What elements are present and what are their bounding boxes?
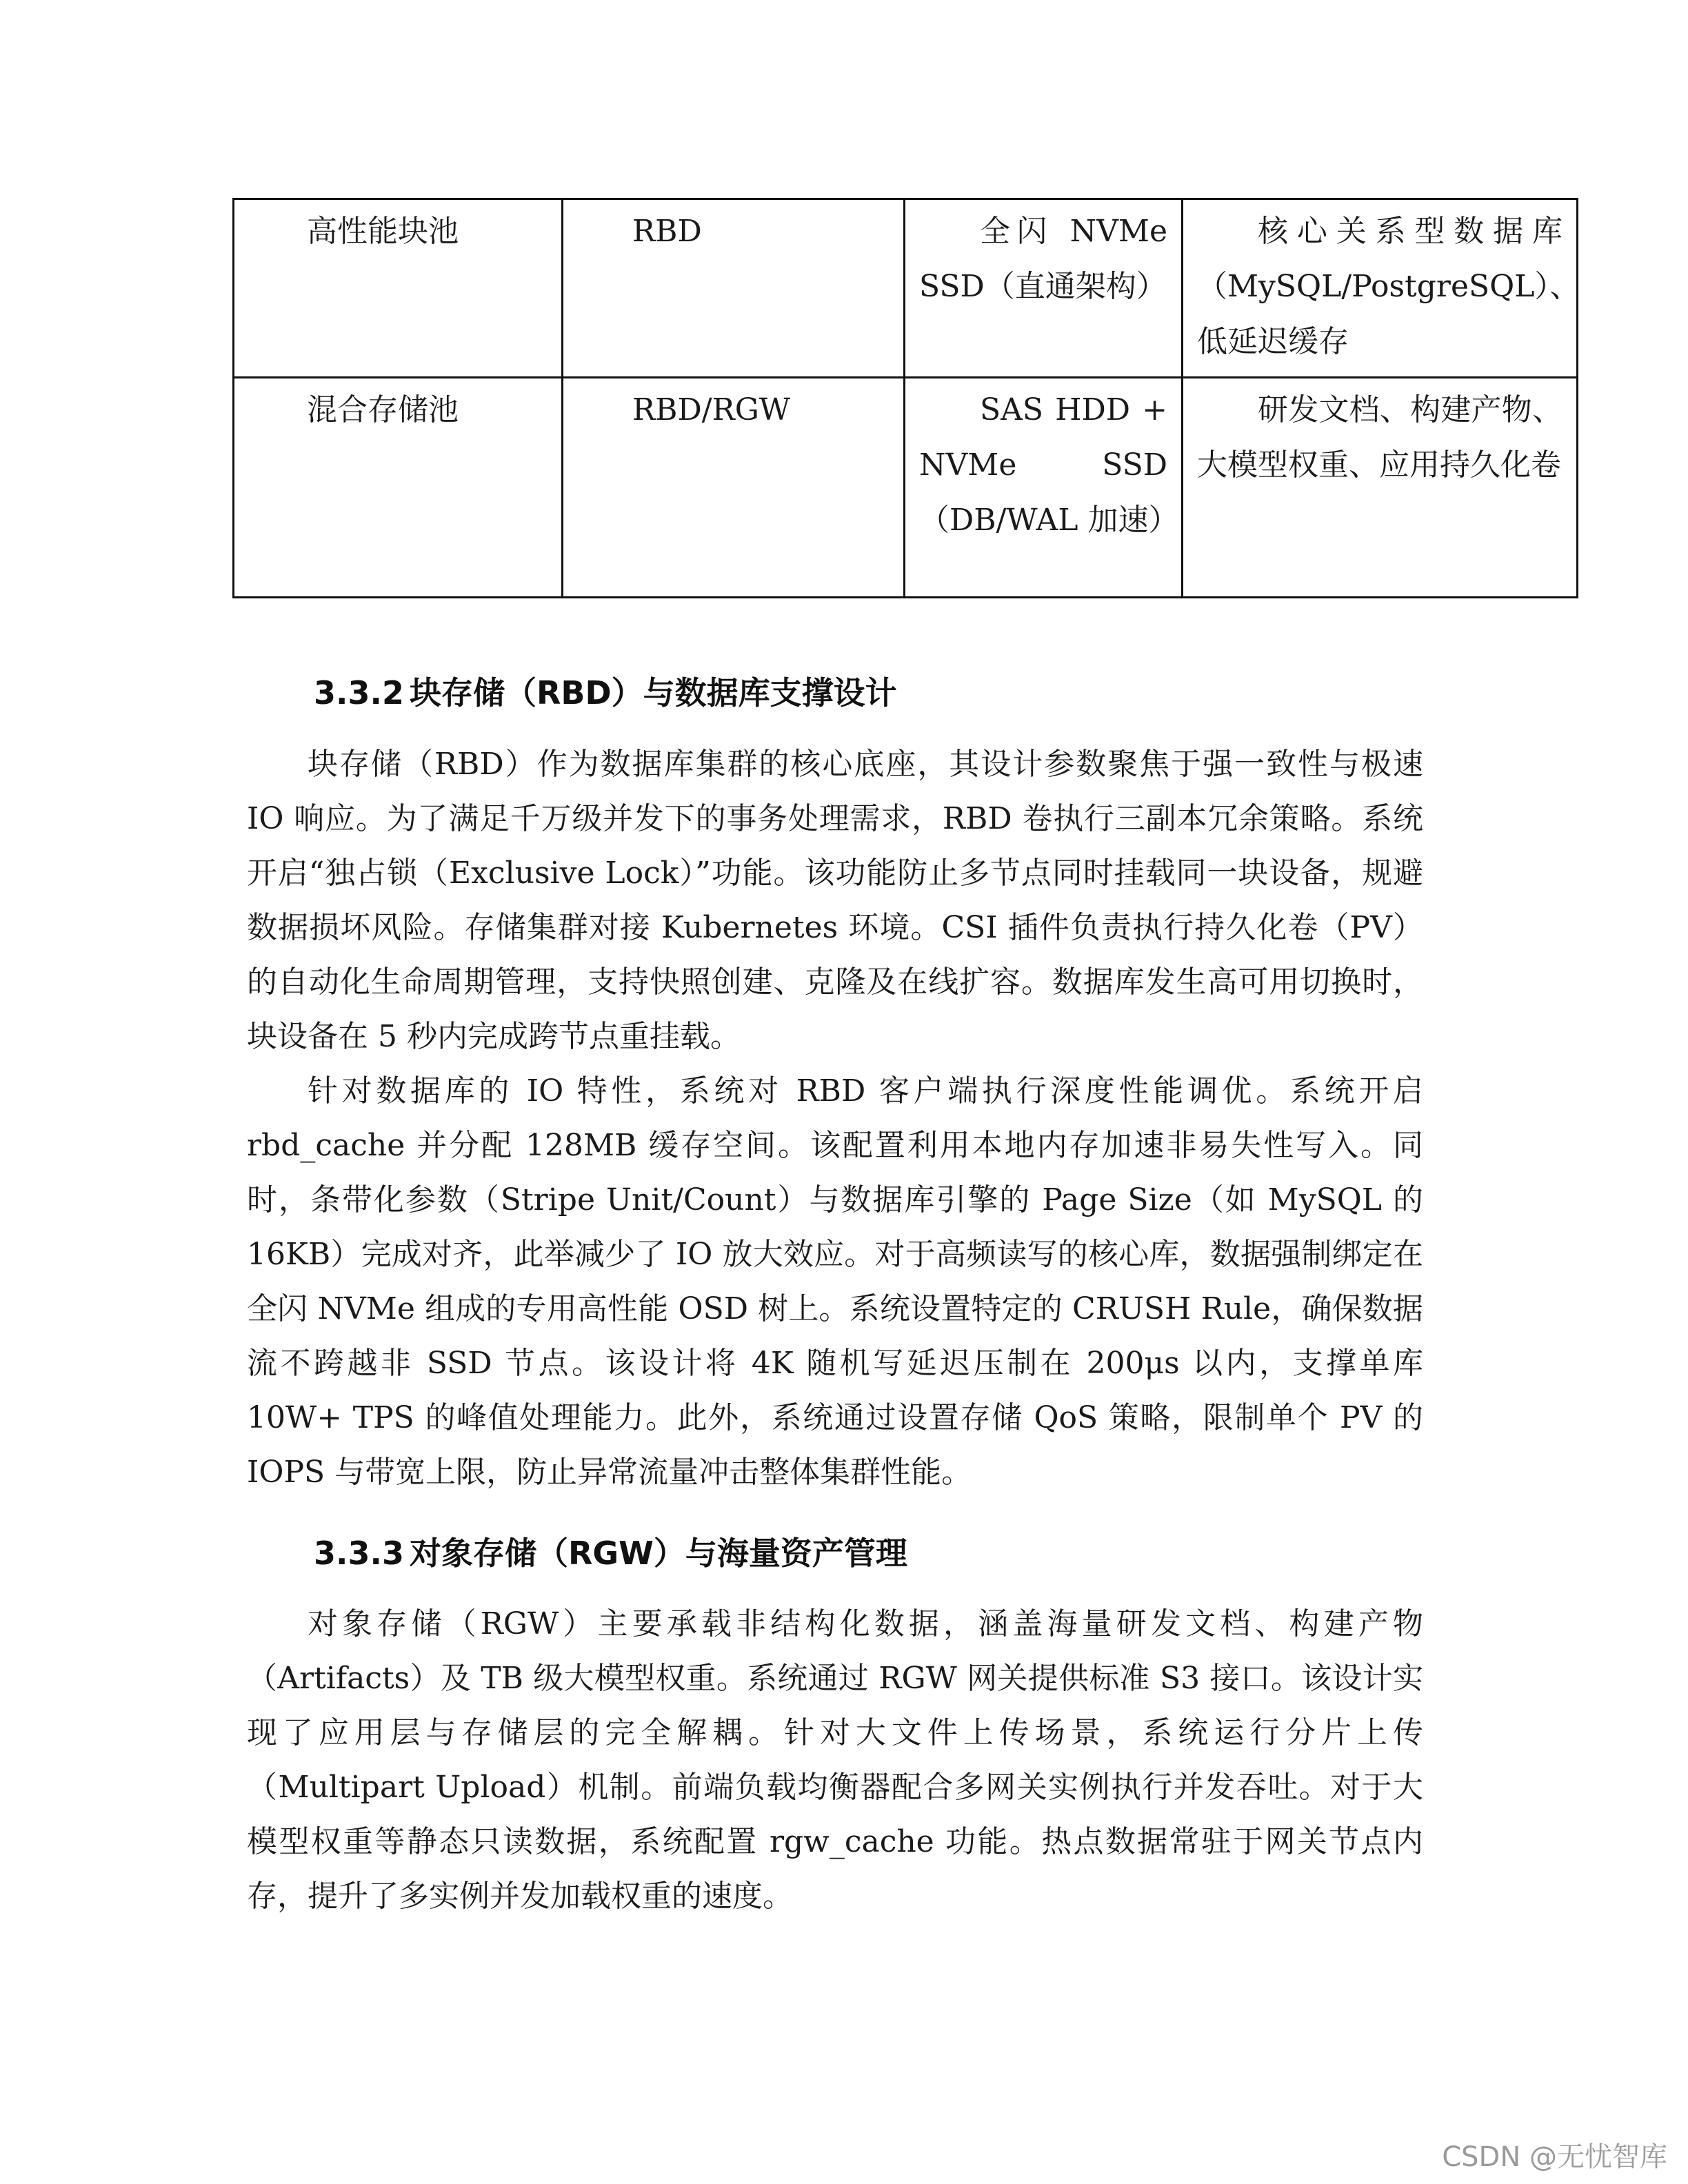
scenario-cell: 核心关系型数据库（MySQL/PostgreSQL）、低延迟缓存 <box>1183 199 1578 378</box>
csdn-watermark: CSDN @无忧智库 <box>1442 2141 1667 2173</box>
section-heading-3-3-3 <box>314 1533 907 1574</box>
section-heading-3-3-2 <box>314 672 897 714</box>
pool-name-cell: 混合存储池 <box>234 378 563 598</box>
interface-cell: RBD/RGW <box>563 378 905 598</box>
body-paragraph: 块存储（RBD）作为数据库集群的核心底座，其设计参数聚焦于强一致性与极速 IO 响应。为了满足千万级并发下的事务处理需求，RBD 卷执行三副本冗余策略。系统开启“独占锁（Exclusive Lock）”功能。该功能防止多节点同时挂载同一块设备，规避数据损坏风险。存储集群对接 Kubernetes 环境。CSI 插件负责执行持久化卷（PV）的自动化生命周期管理，支持快照创建、克隆及在线扩容。数据库发生高可用切换时，块设备在 5 秒内完成跨节点重挂载。 <box>247 747 1423 1054</box>
section-title: 块存储（RBD）与数据库支撑设计 <box>409 674 897 711</box>
interface-cell: RBD <box>563 199 905 378</box>
section-number: 3.3.2 <box>314 674 404 711</box>
section-title: 对象存储（RGW）与海量资产管理 <box>409 1535 907 1572</box>
pool-name-cell: 高性能块池 <box>234 199 563 378</box>
body-paragraph: 对象存储（RGW）主要承载非结构化数据，涵盖海量研发文档、构建产物（Artifacts）及 TB 级大模型权重。系统通过 RGW 网关提供标准 S3 接口。该设计实现了应用层与存储层的完全解耦。针对大文件上传场景，系统运行分片上传（Multipart Upload）机制。前端负载均衡器配合多网关实例执行并发吞吐。对于大模型权重等静态只读数据，系统配置 rgw_cache 功能。热点数据常驻于网关节点内存，提升了多实例并发加载权重的速度。 <box>247 1606 1423 1914</box>
body-paragraph: 针对数据库的 IO 特性，系统对 RBD 客户端执行深度性能调优。系统开启 rbd_cache 并分配 128MB 缓存空间。该配置利用本地内存加速非易失性写入。同时，条带化参数（Stripe Unit/Count）与数据库引擎的 Page Size（如 MySQL 的 16KB）完成对齐，此举减少了 IO 放大效应。对于高频读写的核心库，数据强制绑定在全闪 NVMe 组成的专用高性能 OSD 树上。系统设置特定的 CRUSH Rule，确保数据流不跨越非 SSD 节点。该设计将 4K 随机写延迟压制在 200μs 以内，支撑单库 10W+ TPS 的峰值处理能力。此外，系统通过设置存储 QoS 策略，限制单个 PV 的 IOPS 与带宽上限，防止异常流量冲击整体集群性能。 <box>247 1073 1423 1490</box>
section-number: 3.3.3 <box>314 1535 404 1572</box>
storage-pool-table <box>232 198 1578 598</box>
media-cell: SAS HDD + NVMe SSD（DB/WAL 加速） <box>905 378 1183 598</box>
media-cell: 全闪 NVMe SSD（直通架构） <box>905 199 1183 378</box>
table-row <box>234 199 1578 378</box>
scenario-cell: 研发文档、构建产物、大模型权重、应用持久化卷 <box>1183 378 1578 598</box>
table-row <box>234 378 1578 598</box>
